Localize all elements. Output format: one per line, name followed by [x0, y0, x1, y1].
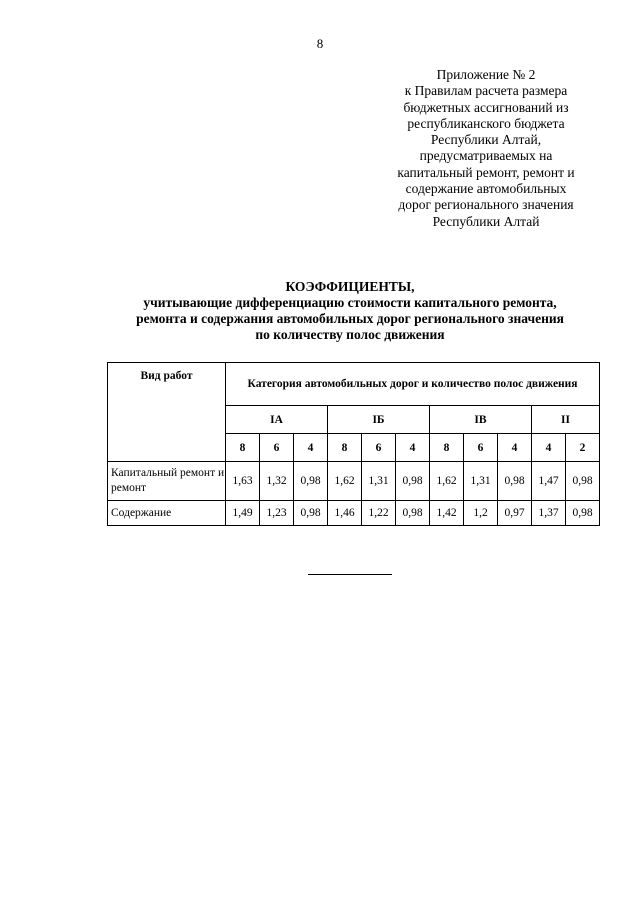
header-lanes: 2 [566, 434, 600, 462]
appendix-block [380, 67, 592, 230]
appendix-line: содержание автомобильных [405, 181, 567, 197]
header-category: Категория автомобильных дорог и количество полос движения [226, 363, 600, 406]
table-row [108, 501, 600, 526]
header-lanes: 4 [532, 434, 566, 462]
table-cell: 0,98 [294, 462, 328, 501]
table-cell: 1,62 [328, 462, 362, 501]
coefficients-table [107, 362, 600, 526]
table-cell: 1,23 [260, 501, 294, 526]
header-group: IА [226, 406, 328, 434]
document-title [90, 279, 610, 343]
header-lanes: 8 [430, 434, 464, 462]
table-cell: 1,46 [328, 501, 362, 526]
table-cell: 0,98 [396, 462, 430, 501]
row-label: Содержание [108, 501, 226, 526]
table-cell: 1,63 [226, 462, 260, 501]
header-group: IБ [328, 406, 430, 434]
table-cell: 1,37 [532, 501, 566, 526]
table-cell: 1,31 [362, 462, 396, 501]
header-lanes: 4 [498, 434, 532, 462]
header-lanes: 4 [396, 434, 430, 462]
header-lanes: 6 [362, 434, 396, 462]
appendix-line: к Правилам расчета размера [404, 83, 568, 99]
title-line: ремонта и содержания автомобильных дорог регионального значения [136, 311, 564, 326]
table-cell: 1,32 [260, 462, 294, 501]
table-cell: 0,98 [566, 462, 600, 501]
appendix-line: бюджетных ассигнований из [403, 99, 569, 115]
table-cell: 1,31 [464, 462, 498, 501]
table-cell: 0,98 [498, 462, 532, 501]
table-cell: 0,98 [294, 501, 328, 526]
appendix-line: дорог регионального значения [398, 197, 574, 213]
appendix-line: республиканского бюджета [407, 115, 565, 131]
table-cell: 1,47 [532, 462, 566, 501]
header-work-type: Вид работ [108, 363, 226, 462]
header-lanes: 6 [260, 434, 294, 462]
table-cell: 1,42 [430, 501, 464, 526]
title-line: КОЭФФИЦИЕНТЫ, [285, 279, 415, 294]
table-row [108, 462, 600, 501]
header-lanes: 8 [226, 434, 260, 462]
header-lanes: 4 [294, 434, 328, 462]
title-line: учитывающие дифференциацию стоимости капитального ремонта, [143, 295, 557, 310]
header-lanes: 6 [464, 434, 498, 462]
header-group: II [532, 406, 600, 434]
appendix-line: Приложение № 2 [436, 67, 536, 82]
table-cell: 1,62 [430, 462, 464, 501]
table-cell: 1,2 [464, 501, 498, 526]
appendix-line: Республики Алтай [432, 213, 540, 229]
table-cell: 1,22 [362, 501, 396, 526]
table-cell: 0,98 [566, 501, 600, 526]
title-line: по количеству полос движения [255, 327, 445, 342]
row-label: Капитальный ремонт и ремонт [108, 462, 226, 501]
header-lanes: 8 [328, 434, 362, 462]
table-cell: 0,97 [498, 501, 532, 526]
page-number: 8 [316, 36, 324, 51]
appendix-line: капитальный ремонт, ремонт и [397, 164, 575, 180]
appendix-line: предусматриваемых на [419, 148, 553, 164]
table-cell: 1,49 [226, 501, 260, 526]
table-cell: 0,98 [396, 501, 430, 526]
header-group: IВ [430, 406, 532, 434]
separator-line [308, 574, 392, 575]
appendix-line: Республики Алтай, [430, 132, 542, 148]
